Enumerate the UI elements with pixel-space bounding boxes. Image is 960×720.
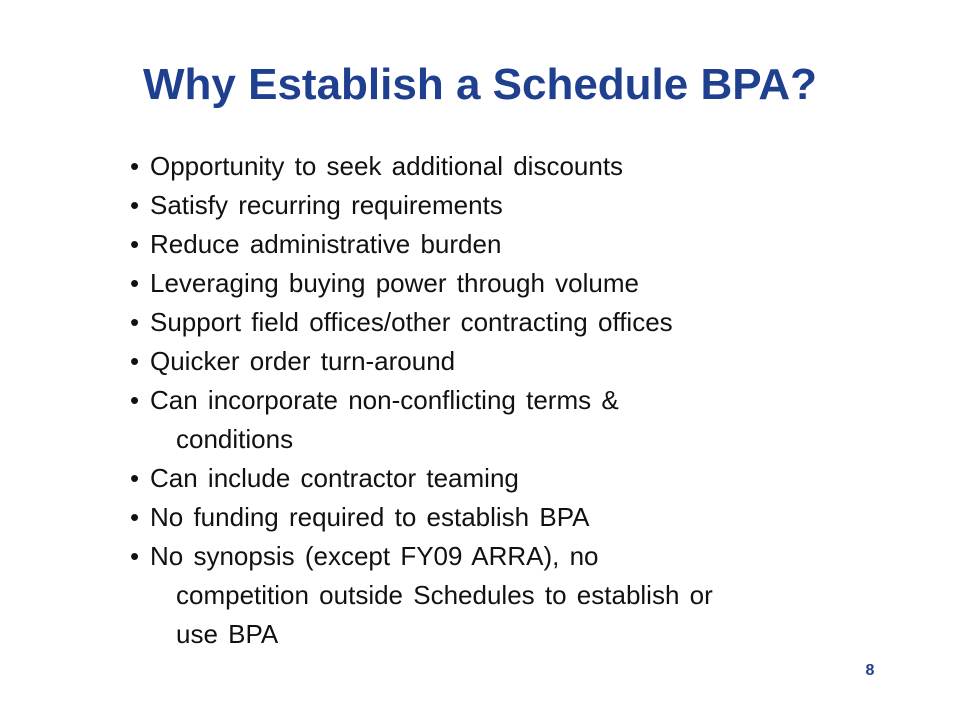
bullet-item [130, 303, 850, 342]
bullet-text: Satisfy recurring requirements [150, 190, 503, 220]
bullet-marker: • [130, 190, 140, 220]
page-number: 8 [865, 662, 875, 679]
bullet-text: Support field offices/other contracting offices [150, 307, 673, 337]
bullet-text-continuation: use BPA [176, 619, 279, 649]
bullet-marker: • [130, 463, 140, 493]
bullet-text: Quicker order turn-around [150, 346, 456, 376]
bullet-text-continuation: conditions [176, 424, 294, 454]
bullet-list [130, 147, 850, 654]
bullet-marker: • [130, 502, 140, 532]
bullet-item [130, 186, 850, 225]
bullet-item [130, 498, 850, 537]
bullet-text-continuation: competition outside Schedules to establish or [176, 580, 713, 610]
bullet-text: Leveraging buying power through volume [150, 268, 639, 298]
bullet-item [130, 225, 850, 264]
slide-title: Why Establish a Schedule BPA? [143, 60, 817, 109]
bullet-text: No funding required to establish BPA [150, 502, 590, 532]
bullet-text: Reduce administrative burden [150, 229, 502, 259]
bullet-item [130, 147, 850, 186]
bullet-marker: • [130, 307, 140, 337]
bullet-text: Opportunity to seek additional discounts [150, 151, 624, 181]
bullet-marker: • [130, 268, 140, 298]
bullet-marker: • [130, 151, 140, 181]
bullet-item [130, 264, 850, 303]
bullet-item [130, 537, 850, 654]
bullet-marker: • [130, 229, 140, 259]
bullet-marker: • [130, 385, 140, 415]
bullet-text: Can include contractor teaming [150, 463, 519, 493]
bullet-text: No synopsis (except FY09 ARRA), no [150, 541, 599, 571]
bullet-item [130, 381, 850, 459]
bullet-item [130, 459, 850, 498]
bullet-text: Can incorporate non-conflicting terms & [150, 385, 619, 415]
bullet-marker: • [130, 541, 140, 571]
bullet-marker: • [130, 346, 140, 376]
bullet-item [130, 342, 850, 381]
